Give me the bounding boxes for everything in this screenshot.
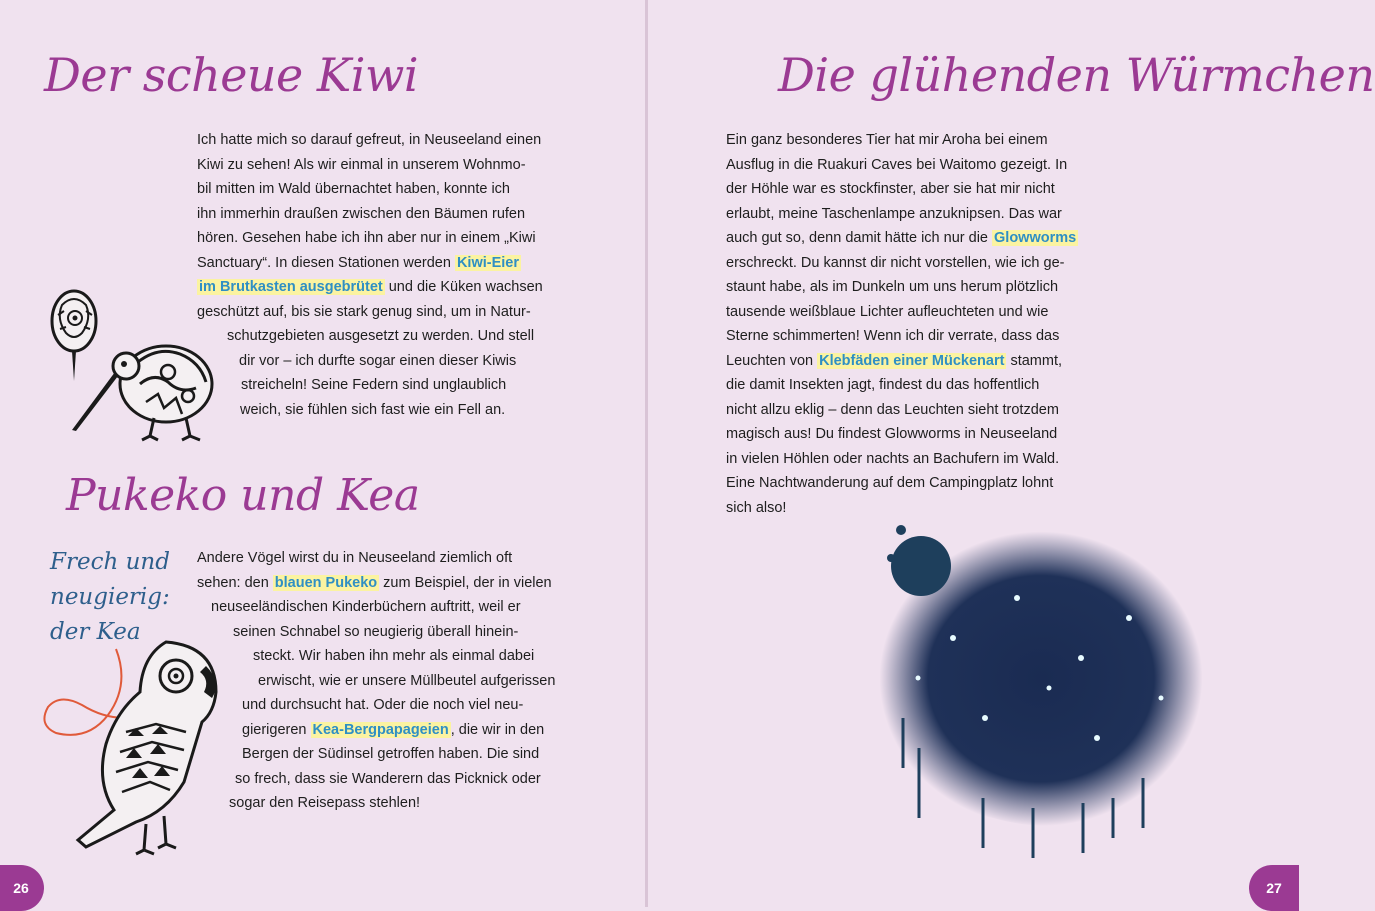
highlight-term: Kiwi-Eier xyxy=(456,254,519,271)
kiwi-title: Der scheue Kiwi xyxy=(44,48,419,102)
text-line: nicht allzu eklig – denn das Leuchten sieht trotzdem xyxy=(726,401,1059,418)
text-fragment: Sanctuary“. In diesen Stationen werden xyxy=(197,254,455,271)
text-line xyxy=(726,349,1078,374)
text-line: bil mitten im Wald übernachtet haben, konnte ich xyxy=(197,181,510,197)
text-fragment: stammt, xyxy=(1006,352,1063,369)
text-line: der Höhle war es stockfinster, aber sie hat mir nicht xyxy=(726,181,1055,197)
note-line: der Kea xyxy=(50,619,141,645)
text-line xyxy=(197,251,543,276)
text-line: Sterne schimmerten! Wenn ich dir verrate, dass das xyxy=(726,328,1060,344)
text-fragment: , die wir in den xyxy=(450,721,545,738)
text-line: Ein ganz besonderes Tier hat mir Aroha bei einem xyxy=(726,132,1048,148)
text-line: neuseeländischen Kinderbüchern auftritt, weil er xyxy=(211,599,521,615)
text-line: schutzgebieten ausgesetzt zu werden. Und stell xyxy=(227,328,535,344)
text-fragment: und die Küken wachsen xyxy=(384,279,543,295)
text-line: streicheln! Seine Federn sind unglaublich xyxy=(241,377,507,393)
glowworm-cave-illustration xyxy=(863,518,1213,863)
highlight-term: Glowworms xyxy=(994,230,1077,246)
text-line: steckt. Wir haben ihn mehr als einmal dabei xyxy=(253,648,535,664)
text-line: sogar den Reisepass stehlen! xyxy=(229,795,421,811)
text-fragment: Leuchten von xyxy=(726,352,818,369)
kiwi-bird-illustration xyxy=(68,332,218,447)
note-line: neugierig: xyxy=(50,584,170,610)
left-page xyxy=(0,0,645,907)
text-fragment: sehen: den xyxy=(197,574,273,591)
text-line xyxy=(197,571,555,596)
glowworm-paragraph xyxy=(726,128,1078,520)
text-line: Ich hatte mich so darauf gefreut, in Neuseeland einen xyxy=(197,132,542,148)
highlight-term: Klebfäden einer Mückenart xyxy=(819,352,1005,369)
highlight-term: im Brutkasten ausgebrütet xyxy=(199,279,383,295)
text-line: erlaubt, meine Taschenlampe anzuknipsen. Das war xyxy=(726,205,1062,222)
right-page xyxy=(648,0,1375,907)
text-line xyxy=(197,718,555,743)
page-number-badge: 26 xyxy=(0,865,44,911)
text-line: hören. Gesehen habe ich ihn aber nur in einem „Kiwi xyxy=(197,230,536,246)
glowworm-title: Die glühenden Würmchen xyxy=(778,48,1375,102)
text-line: weich, sie fühlen sich fast wie ein Fell an. xyxy=(240,401,506,418)
pukeko-title: Pukeko und Kea xyxy=(66,470,420,521)
kiwi-paragraph xyxy=(197,128,543,422)
text-line: Ausflug in die Ruakuri Caves bei Waitomo gezeigt. In xyxy=(726,156,1068,173)
text-line: Eine Nachtwanderung auf dem Campingplatz lohnt xyxy=(726,475,1054,491)
text-line: seinen Schnabel so neugierig überall hinein- xyxy=(233,623,519,640)
pukeko-paragraph xyxy=(197,546,555,816)
highlight-term: Kea-Bergpapageien xyxy=(312,721,449,738)
highlight-term: blauen Pukeko xyxy=(274,574,378,591)
text-line: geschützt auf, bis sie stark genug sind, um in Natur- xyxy=(197,303,531,320)
text-fragment: zum Beispiel, der in vielen xyxy=(379,574,552,591)
text-line: Kiwi zu sehen! Als wir einmal in unserem Wohnmo- xyxy=(197,156,526,173)
text-line: sich also! xyxy=(726,499,787,516)
text-line: erwischt, wie er unsere Müllbeutel aufgerissen xyxy=(258,672,556,689)
text-line: ihn immerhin draußen zwischen den Bäumen rufen xyxy=(197,205,526,222)
text-line: magisch aus! Du findest Glowworms in Neuseeland xyxy=(726,426,1058,442)
text-fragment: auch gut so, denn damit hätte ich nur die xyxy=(726,230,993,246)
page-number-badge: 27 xyxy=(1249,865,1299,911)
text-line: in vielen Höhlen oder nachts an Bachufern im Wald. xyxy=(726,450,1060,467)
text-line: staunt habe, als im Dunkeln um uns herum plötzlich xyxy=(726,279,1059,295)
text-line: Bergen der Südinsel getroffen haben. Die sind xyxy=(242,746,540,762)
text-line xyxy=(197,275,543,300)
text-line: erschreckt. Du kannst dir nicht vorstellen, wie ich ge- xyxy=(726,254,1065,271)
text-line: so frech, dass sie Wanderern das Picknick oder xyxy=(235,770,541,787)
text-line: und durchsucht hat. Oder die noch viel neu- xyxy=(242,697,524,713)
text-line: tausende weißblaue Lichter aufleuchteten und wie xyxy=(726,303,1049,320)
note-line: Frech und xyxy=(50,549,170,575)
text-line xyxy=(726,226,1078,251)
text-fragment: gierigeren xyxy=(242,721,311,738)
text-line: Andere Vögel wirst du in Neuseeland ziemlich oft xyxy=(197,550,513,566)
text-line: dir vor – ich durfte sogar einen dieser Kiwis xyxy=(239,352,517,369)
text-line: die damit Insekten jagt, findest du das hoffentlich xyxy=(726,377,1040,393)
